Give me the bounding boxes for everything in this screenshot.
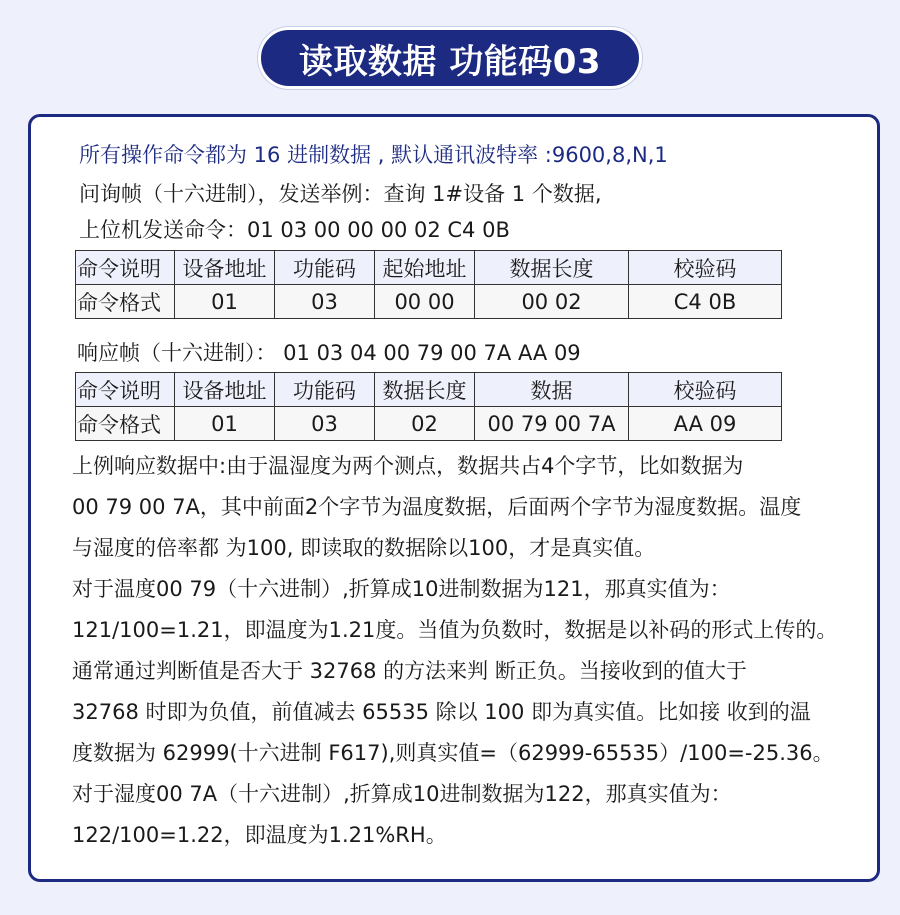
table-cell: AA 09 <box>629 407 782 441</box>
table-cell: 命令说明 <box>76 251 175 285</box>
table-cell: 校验码 <box>629 251 782 285</box>
table-cell: 命令格式 <box>76 285 175 319</box>
table-cell: 01 <box>175 407 275 441</box>
table-cell: 命令格式 <box>76 407 175 441</box>
paragraph-line: 上例响应数据中:由于温湿度为两个测点，数据共占4个字节，比如数据为 <box>72 454 744 478</box>
table-cell: 设备地址 <box>175 373 275 407</box>
paragraph-line: 对于湿度00 7A（十六进制）,折算成10进制数据为122，那真实值为： <box>72 782 732 806</box>
table-cell: 数据长度 <box>475 251 629 285</box>
table-row <box>76 407 782 441</box>
paragraph-line: 122/100=1.22，即温度为1.21%RH。 <box>72 823 447 847</box>
table-cell: 校验码 <box>629 373 782 407</box>
table-header-row <box>76 251 782 285</box>
explanation-text <box>72 446 842 856</box>
table-cell: 数据长度 <box>375 373 475 407</box>
page-title: 读取数据 功能码03 <box>258 27 642 89</box>
table-cell: 00 02 <box>475 285 629 319</box>
table-cell: 功能码 <box>275 251 375 285</box>
table-cell: 设备地址 <box>175 251 275 285</box>
intro-line-2: 问询帧（十六进制），发送举例：查询 1#设备 1 个数据, <box>79 182 602 206</box>
table-cell: 02 <box>375 407 475 441</box>
table-cell: 起始地址 <box>375 251 475 285</box>
paragraph-line: 与湿度的倍率都 为100, 即读取的数据除以100，才是真实值。 <box>72 536 656 560</box>
paragraph-line: 32768 时即为负值，前值减去 65535 除以 100 即为真实值。比如接 收到的温 <box>72 700 811 724</box>
table-header-row <box>76 373 782 407</box>
paragraph-line: 对于温度00 79（十六进制）,折算成10进制数据为121，那真实值为： <box>72 577 731 601</box>
table-cell: 命令说明 <box>76 373 175 407</box>
paragraph-line: 度数据为 62999(十六进制 F617),则真实值=（62999-65535）/100=-25.36。 <box>72 741 834 765</box>
table-cell: 03 <box>275 407 375 441</box>
paragraph-line: 00 79 00 7A，其中前面2个字节为温度数据，后面两个字节为湿度数据。温度 <box>72 495 802 519</box>
table-cell: 01 <box>175 285 275 319</box>
paragraph-line: 通常通过判断值是否大于 32768 的方法来判 断正负。当接收到的值大于 <box>72 659 747 683</box>
table-cell: 00 00 <box>375 285 475 319</box>
table-cell: 数据 <box>475 373 629 407</box>
table-cell: C4 0B <box>629 285 782 319</box>
intro-line-3: 上位机发送命令：01 03 00 00 00 02 C4 0B <box>79 218 510 242</box>
response-frame-table <box>75 372 782 441</box>
response-frame-label: 响应帧（十六进制）： 01 03 04 00 79 00 7A AA 09 <box>77 341 581 365</box>
paragraph-line: 121/100=1.21，即温度为1.21度。当值为负数时，数据是以补码的形式上传的。 <box>72 618 838 642</box>
intro-line-1: 所有操作命令都为 16 进制数据 , 默认通讯波特率 :9600,8,N,1 <box>79 143 668 167</box>
table-row <box>76 285 782 319</box>
table-cell: 03 <box>275 285 375 319</box>
query-frame-table <box>75 250 782 319</box>
table-cell: 功能码 <box>275 373 375 407</box>
table-cell: 00 79 00 7A <box>475 407 629 441</box>
